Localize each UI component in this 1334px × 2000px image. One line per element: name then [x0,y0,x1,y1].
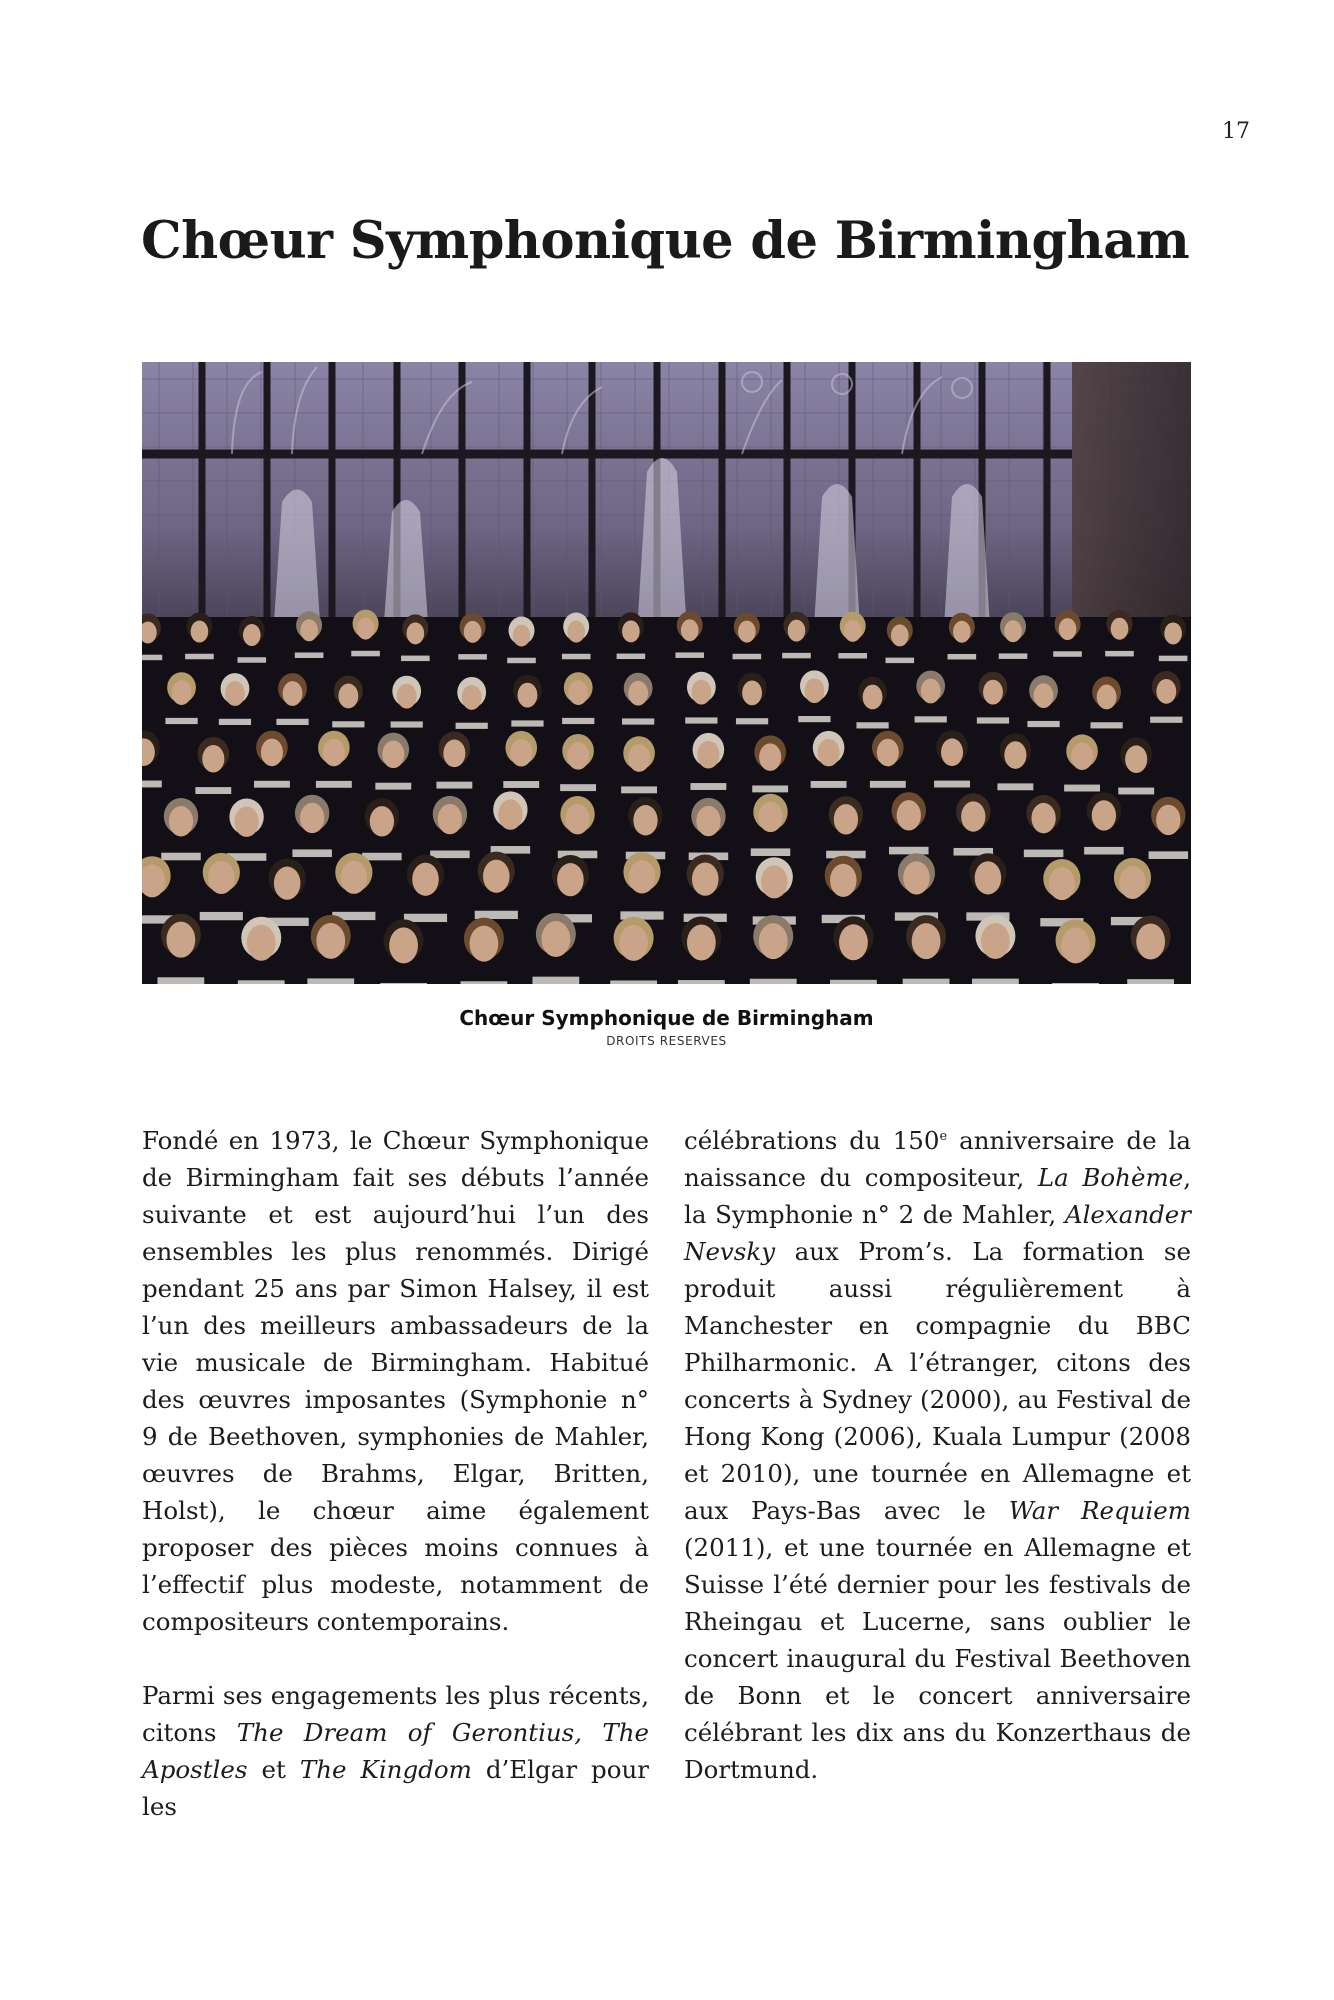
singer-score [915,716,947,722]
singer-face [628,744,650,772]
singer-score [142,781,162,788]
text-run: anniversaire de la naissance du compositeur, [684,1126,1191,1192]
singer-face [788,620,806,642]
singer-score [165,718,197,724]
singer-face [961,801,985,831]
work-title: The Kingdom [299,1755,472,1784]
singer-face [1004,620,1022,642]
singer-face [687,924,716,960]
singer-face [692,863,719,896]
singer-score [1118,788,1154,795]
singer-score [332,721,364,727]
singer-score [219,719,251,725]
text-run: , la Symphonie n° 2 de Mahler, [684,1163,1191,1229]
singer-face [1034,683,1054,708]
singer-score [622,718,654,724]
singer-face [628,681,648,706]
choir-photo-illustration [142,362,1191,984]
text-run: célébrations du 150 [684,1126,940,1155]
singer-face [953,621,971,643]
singer-face [891,624,909,646]
singer-face [462,685,482,710]
body-column-left [142,1122,649,1825]
singer-score [292,849,332,857]
singer-score [751,848,791,856]
singer-score [1127,979,1174,984]
singer-score [307,978,354,984]
caption-title: Chœur Symphonique de Birmingham [459,1006,874,1030]
singer-face [941,738,963,766]
singer-face [1092,800,1116,830]
singer-score [948,654,977,660]
singer-score [1064,785,1100,792]
singer-score [362,853,402,861]
singer-face [443,740,465,768]
singer-score [507,658,536,664]
singer-face [316,923,345,959]
singer-score [185,654,214,660]
singer-face [247,925,276,961]
singer-score [200,912,243,920]
singer-score [830,980,877,984]
singer-score [430,851,470,859]
singer-face [234,807,258,837]
singer-face [323,739,345,767]
singer-face [738,621,756,643]
singer-face [541,921,570,957]
singer-face [202,745,224,773]
text-run: et [247,1755,300,1784]
singer-score [562,654,591,660]
singer-face [382,741,404,769]
singer-face [844,620,862,642]
singer-score [1024,850,1064,858]
singer-face [1125,745,1147,773]
singer-face [761,865,788,898]
singer-score [997,783,1033,790]
work-title: La Bohème [1037,1163,1184,1192]
singer-score [351,651,380,657]
paragraph: Fondé en 1973, le Chœur Symphonique de Birmingham fait ses débuts l’année suivante et est aujourd’hui l’un des ensembles les plus renommés. Dirigé pendant 25 ans par Simon Halsey, il est l’un des meilleurs ambassadeurs de la vie musicale de Birmingham. Habitué des œuvres imposantes (Symphonie n° 9 de Beethoven, symphonies de Mahler, œuvres de Brahms, Elgar, Britten, Holst), le chœur aime également proposer des pièces moins connues à l’effectif plus modeste, notamment de compositeurs contemporains. [142,1126,649,1636]
singer-face [1061,927,1090,963]
singer-face [412,863,439,896]
photo-caption [142,1005,1191,1048]
singer-score [690,783,726,790]
singer-face [407,622,425,644]
singer-face [557,863,584,896]
singer-score [1150,717,1182,723]
singer-face [897,800,921,830]
singer-face [681,619,699,641]
singer-face [1059,618,1077,640]
singer-face [357,618,375,640]
singer-score [562,718,594,724]
singer-face [921,679,941,704]
singer-face [804,678,824,703]
singer-face [983,680,1003,705]
singer-face [225,681,245,706]
singer-score [678,980,725,984]
singer-face [172,680,192,705]
singer-score [254,781,290,788]
singer-score [1027,721,1059,727]
singer-score [736,718,768,724]
singer-face [697,741,719,769]
singer-face [341,861,368,894]
singer-face [283,681,303,706]
singer-score [456,723,488,729]
singer-score [560,784,596,791]
singer-face [1136,924,1165,960]
singer-face [438,804,462,834]
singer-face [696,806,720,836]
singer-score [380,983,427,984]
singer-score [1052,983,1099,984]
singer-score [972,979,1019,984]
singer-score [752,785,788,792]
singer-score [391,721,423,727]
singer-score [610,980,657,984]
singer-score [276,719,308,725]
work-title: Alexander Nevsky [684,1200,1191,1266]
text-run: aux Prom’s. La formation se produit aussi régulièrement à Manchester en compagnie du BBC Philharmonic. A l’étranger, citons des concerts à Sydney (2000), au Festival de Hong Kong (2006), Kuala Lumpur (2008 et 2010), une tournée en Allemagne et aux Pays-Bas avec le [684,1237,1191,1525]
singer-face [691,680,711,705]
singer-score [903,979,950,984]
singer-score [811,781,847,788]
singer-score [532,977,579,984]
singer-face [169,806,193,836]
singer-score [157,977,204,984]
singer-face [1049,867,1076,900]
singer-face [208,861,235,894]
singer-score [1084,847,1124,855]
singer-score [1149,851,1189,859]
singer-score [1105,651,1134,657]
singer-face [300,803,324,833]
singer-score [295,652,324,658]
singer-face [758,802,782,832]
singer-score [675,652,704,658]
singer-face [1004,741,1026,769]
singer-score [511,720,543,726]
singer-score [195,787,231,794]
singer-face [370,806,394,836]
singer-score [461,981,508,984]
text-run: Parmi ses engagements les plus récents, citons [142,1681,649,1747]
singer-face [300,619,318,641]
page-number: 17 [1222,119,1250,144]
singer-face [1156,679,1176,704]
singer-score [475,911,518,919]
singer-score [782,653,811,659]
singer-score [316,781,352,788]
singer-face [912,923,941,959]
singer-face [567,621,585,643]
caption-credit: DROITS RESERVES [606,1034,727,1048]
singer-face [619,925,648,961]
singer-score [870,781,906,788]
singer-face [518,683,538,708]
ordinal-superscript: e [939,1129,948,1144]
text-run: d’Elgar pour les [142,1755,649,1821]
singer-face [818,739,840,767]
singer-score [856,722,888,728]
singer-face [1031,803,1055,833]
singer-face [1164,622,1182,644]
singer-face [261,739,283,767]
singer-face [1156,805,1180,835]
singer-face [839,924,868,960]
singer-face [166,922,195,958]
singer-face [830,864,857,897]
singer-face [633,805,657,835]
singer-face [483,860,510,893]
singer-score [885,658,914,664]
singer-face [877,739,899,767]
page-title: Chœur Symphonique de Birmingham [141,211,1190,271]
singer-face [742,680,762,705]
singer-score [237,657,266,663]
singer-face [513,625,531,647]
singer-face [975,861,1002,894]
singer-score [889,847,929,855]
singer-face [1111,618,1129,640]
paragraph [684,1122,1191,1788]
singer-score [238,980,285,984]
singer-face [1071,742,1093,770]
singer-score [161,853,201,861]
singer-face [338,684,358,709]
singer-score [503,781,539,788]
singer-face [903,861,930,894]
singer-face [567,742,589,770]
singer-face [274,867,301,900]
singer-score [685,717,717,723]
singer-face [759,923,788,959]
singer-score [733,654,762,660]
singer-face [397,684,417,709]
singer-score [401,656,430,662]
singer-score [977,717,1009,723]
singer-face [981,923,1010,959]
singer-face [510,739,532,767]
singer-face [1119,866,1146,899]
singer-score [838,653,867,659]
singer-score [999,653,1028,659]
singer-score [1053,651,1082,657]
singer-face [759,743,781,771]
singer-score [436,782,472,789]
singer-face [1097,685,1117,710]
singer-face [498,799,522,829]
singer-score [458,654,487,660]
singer-score [934,781,970,788]
work-title: War Requiem [1008,1496,1191,1525]
singer-face [863,685,883,710]
singer-face [834,804,858,834]
singer-face [191,621,209,643]
singer-score [750,979,797,984]
singer-face [389,927,418,963]
singer-face [622,620,640,642]
singer-score [1159,656,1188,662]
singer-score [1090,722,1122,728]
singer-face [470,926,499,962]
singer-face [568,680,588,705]
paragraph [142,1677,649,1825]
singer-face [565,804,589,834]
text-run: (2011), et une tournée en Allemagne et Suisse l’été dernier pour les festivals de Rheingau et Lucerne, sans oublier le concert inaugural du Festival Beethoven de Bonn et le concert anniversaire célébrant les dix ans du Konzerthaus de Dortmund. [684,1533,1191,1784]
singer-score [617,654,646,660]
singer-face [243,624,261,646]
singer-face [629,860,656,893]
choir-photo [142,362,1191,984]
body-column-right [684,1122,1191,1788]
work-title: The Dream of Gerontius, The Apostles [142,1718,649,1784]
singer-face [464,621,482,643]
singer-score [375,783,411,790]
singer-score [621,786,657,793]
singer-score [142,655,162,661]
singer-score [798,716,830,722]
